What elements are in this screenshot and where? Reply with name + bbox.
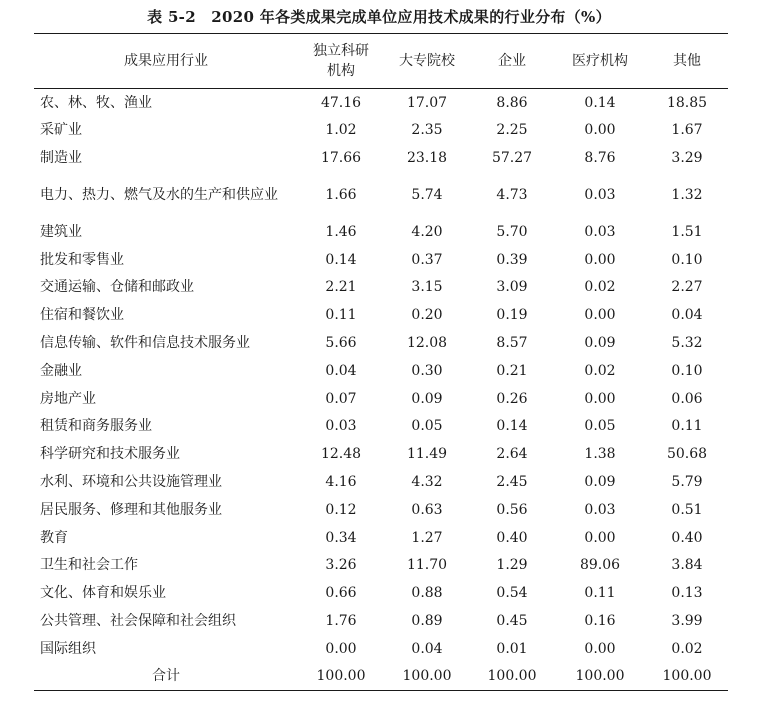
industry-cell: 信息传输、软件和信息技术服务业: [40, 334, 250, 351]
others-value: 0.02: [671, 640, 703, 657]
enterprises-value: 4.73: [496, 186, 528, 203]
universities-value: 0.09: [411, 390, 443, 407]
research-institutes-value: 0.04: [325, 362, 357, 379]
others-value: 18.85: [666, 94, 708, 111]
table-row: [34, 579, 728, 607]
research-institutes-value: 0.07: [325, 390, 357, 407]
research-institutes-value: 0.12: [325, 501, 357, 518]
medical-institutions-value: 0.14: [584, 94, 616, 111]
enterprises-value: 0.26: [496, 390, 528, 407]
research-institutes-value: 1.46: [325, 223, 357, 240]
industry-cell: 合计: [34, 663, 298, 691]
enterprises-value: 2.64: [496, 446, 528, 463]
table-row: [34, 385, 728, 413]
enterprises-value: 8.86: [496, 94, 528, 111]
universities-value: 0.20: [411, 307, 443, 324]
enterprises-value: 2.45: [496, 473, 528, 490]
research-institutes-value: 1.02: [325, 122, 357, 139]
universities-value: 5.74: [411, 186, 443, 203]
industry-cell: 住宿和餐饮业: [40, 307, 124, 324]
others-value: 0.51: [671, 501, 703, 518]
header-others: 其他: [646, 34, 728, 89]
table-row: [34, 357, 728, 385]
universities-value: 0.30: [411, 362, 443, 379]
others-value: 0.06: [671, 390, 703, 407]
industry-cell: 农、林、牧、渔业: [40, 94, 152, 111]
industry-cell: 房地产业: [40, 390, 96, 407]
medical-institutions-value: 0.03: [584, 223, 616, 240]
universities-value: 0.63: [411, 501, 443, 518]
others-value: 0.40: [671, 529, 703, 546]
others-value: 0.13: [671, 585, 703, 602]
universities-value: 0.37: [411, 251, 443, 268]
enterprises-value: 1.29: [496, 557, 528, 574]
enterprises-value: 0.19: [496, 307, 528, 324]
enterprises-value: 0.39: [496, 251, 528, 268]
enterprises-value: 8.57: [496, 334, 528, 351]
others-value: 2.27: [671, 279, 703, 296]
others-value: 3.99: [671, 612, 703, 629]
table-row: [34, 301, 728, 329]
universities-value: 0.04: [411, 640, 443, 657]
others-value: 50.68: [666, 446, 708, 463]
medical-institutions-value: 0.00: [584, 640, 616, 657]
table-title: 表 5-2 2020 年各类成果完成单位应用技术成果的行业分布（%）: [147, 8, 611, 26]
others-value: 1.67: [671, 122, 703, 139]
research-institutes-value: 3.26: [325, 557, 357, 574]
industry-cell: 卫生和社会工作: [40, 557, 138, 574]
medical-institutions-value: 0.02: [584, 362, 616, 379]
research-institutes-value: 1.66: [325, 186, 357, 203]
medical-institutions-value: 0.03: [584, 501, 616, 518]
table-row: [34, 218, 728, 246]
medical-institutions-value: 1.38: [584, 446, 616, 463]
research-institutes-value: 0.14: [325, 251, 357, 268]
table-row: [34, 89, 728, 117]
others-value: 3.29: [671, 149, 703, 166]
others-value: 5.32: [671, 334, 703, 351]
others-value: 0.04: [671, 307, 703, 324]
industry-cell: 批发和零售业: [40, 251, 124, 268]
universities-value: 0.05: [411, 418, 443, 435]
medical-institutions-value: 0.00: [584, 307, 616, 324]
research-institutes-value: 2.21: [325, 279, 357, 296]
total-row: [34, 663, 728, 691]
medical-institutions-value: 0.05: [584, 418, 616, 435]
industry-cell: 文化、体育和娱乐业: [40, 585, 166, 602]
industry-cell: 公共管理、社会保障和社会组织: [40, 612, 236, 629]
industry-cell: 居民服务、修理和其他服务业: [40, 501, 222, 518]
enterprises-value: 5.70: [496, 223, 528, 240]
enterprises-value: 0.21: [496, 362, 528, 379]
table-row: [34, 607, 728, 635]
industry-cell: 金融业: [40, 362, 82, 379]
others-value: 3.84: [671, 557, 703, 574]
universities-value: 100.00: [384, 663, 470, 691]
universities-value: 4.32: [411, 473, 443, 490]
industry-cell: 电力、热力、燃气及水的生产和供应业: [40, 186, 278, 203]
universities-value: 11.70: [406, 557, 448, 574]
others-value: 1.32: [671, 186, 703, 203]
research-institutes-value: 0.00: [325, 640, 357, 657]
table-row: [34, 496, 728, 524]
research-institutes-value: 1.76: [325, 612, 357, 629]
research-institutes-value: 0.03: [325, 418, 357, 435]
universities-value: 4.20: [411, 223, 443, 240]
medical-institutions-value: 0.03: [584, 186, 616, 203]
table-row: [34, 412, 728, 440]
enterprises-value: 0.45: [496, 612, 528, 629]
research-institutes-value: 17.66: [320, 149, 362, 166]
table-row: [34, 329, 728, 357]
table-row: [34, 144, 728, 172]
research-institutes-value: 0.11: [325, 307, 357, 324]
table-row: [34, 172, 728, 218]
medical-institutions-value: 0.11: [584, 585, 616, 602]
enterprises-value: 0.54: [496, 585, 528, 602]
table-row: [34, 635, 728, 663]
table-row: [34, 246, 728, 274]
header-row: [34, 34, 728, 89]
universities-value: 11.49: [406, 446, 448, 463]
enterprises-value: 0.14: [496, 418, 528, 435]
others-value: 100.00: [646, 663, 728, 691]
research-institutes-value: 0.66: [325, 585, 357, 602]
universities-value: 1.27: [411, 529, 443, 546]
others-value: 0.10: [671, 251, 703, 268]
others-value: 1.51: [671, 223, 703, 240]
universities-value: 2.35: [411, 122, 443, 139]
industry-cell: 科学研究和技术服务业: [40, 446, 180, 463]
industry-cell: 制造业: [40, 149, 82, 166]
header-medical-institutions: 医疗机构: [554, 34, 646, 89]
medical-institutions-value: 0.09: [584, 473, 616, 490]
header-industry: 成果应用行业: [34, 34, 298, 89]
header-research-institutes-text: 独立科研 机构: [313, 43, 369, 79]
medical-institutions-value: 0.00: [584, 251, 616, 268]
enterprises-value: 0.01: [496, 640, 528, 657]
enterprises-value: 0.40: [496, 529, 528, 546]
medical-institutions-value: 0.16: [584, 612, 616, 629]
others-value: 0.11: [671, 418, 703, 435]
others-value: 0.10: [671, 362, 703, 379]
industry-cell: 国际组织: [40, 640, 96, 657]
medical-institutions-value: 0.00: [584, 390, 616, 407]
research-institutes-value: 5.66: [325, 334, 357, 351]
universities-value: 23.18: [406, 149, 448, 166]
research-institutes-value: 0.34: [325, 529, 357, 546]
medical-institutions-value: 0.09: [584, 334, 616, 351]
industry-cell: 水利、环境和公共设施管理业: [40, 473, 222, 490]
medical-institutions-value: 8.76: [584, 149, 616, 166]
enterprises-value: 2.25: [496, 122, 528, 139]
medical-institutions-value: 89.06: [579, 557, 621, 574]
universities-value: 3.15: [411, 279, 443, 296]
industry-cell: 租赁和商务服务业: [40, 418, 152, 435]
medical-institutions-value: 0.00: [584, 529, 616, 546]
others-value: 5.79: [671, 473, 703, 490]
industry-cell: 交通运输、仓储和邮政业: [40, 279, 194, 296]
enterprises-value: 57.27: [491, 149, 533, 166]
research-institutes-value: 12.48: [320, 446, 362, 463]
research-institutes-value: 47.16: [320, 94, 362, 111]
universities-value: 0.89: [411, 612, 443, 629]
universities-value: 0.88: [411, 585, 443, 602]
table-row: [34, 116, 728, 144]
industry-cell: 建筑业: [40, 223, 82, 240]
industry-cell: 教育: [40, 529, 68, 546]
universities-value: 12.08: [406, 334, 448, 351]
header-universities: 大专院校: [384, 34, 470, 89]
table-row: [34, 440, 728, 468]
table-body: [34, 89, 728, 691]
table-row: [34, 551, 728, 579]
research-institutes-value: 100.00: [298, 663, 384, 691]
medical-institutions-value: 100.00: [554, 663, 646, 691]
medical-institutions-value: 0.00: [584, 122, 616, 139]
research-institutes-value: 4.16: [325, 473, 357, 490]
header-enterprises: 企业: [470, 34, 554, 89]
enterprises-value: 3.09: [496, 279, 528, 296]
universities-value: 17.07: [406, 94, 448, 111]
industry-distribution-table: [34, 33, 728, 691]
enterprises-value: 0.56: [496, 501, 528, 518]
industry-cell: 采矿业: [40, 122, 82, 139]
header-research-institutes: [298, 34, 384, 89]
enterprises-value: 100.00: [470, 663, 554, 691]
table-row: [34, 273, 728, 301]
medical-institutions-value: 0.02: [584, 279, 616, 296]
table-row: [34, 468, 728, 496]
table-row: [34, 524, 728, 552]
